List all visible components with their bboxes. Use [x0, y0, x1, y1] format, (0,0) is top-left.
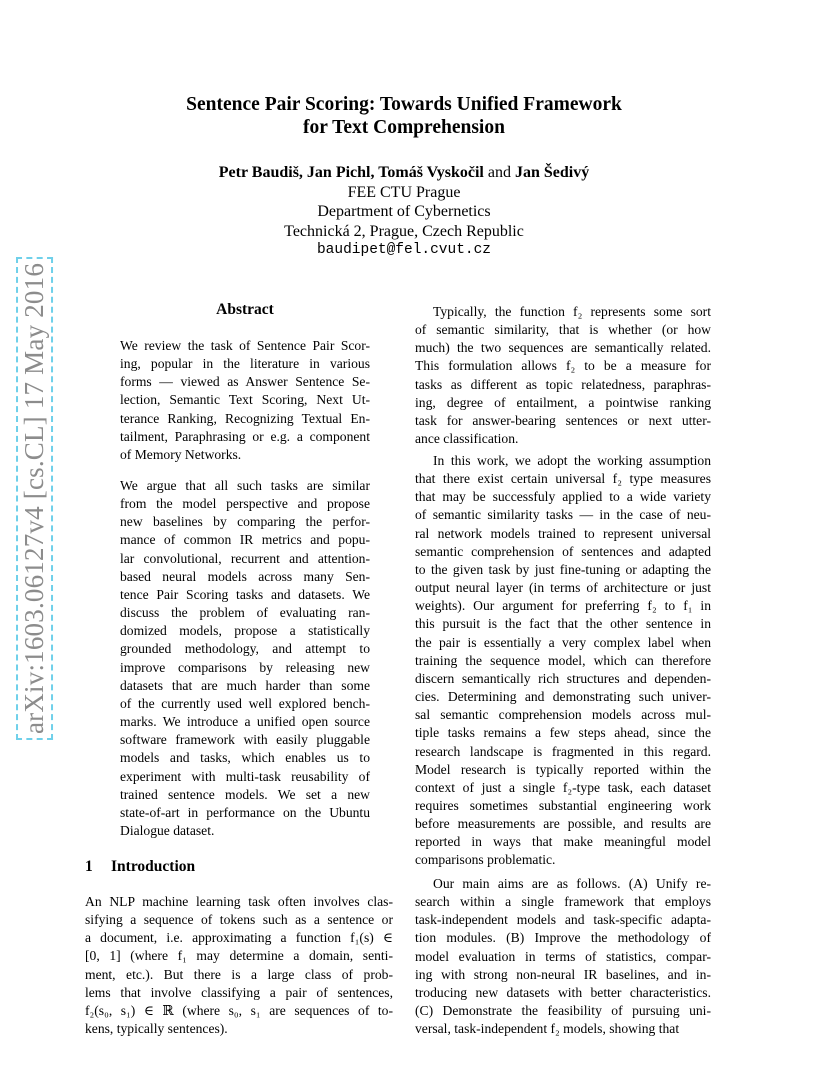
text-line: task for answer-bearing sentences or next utter-	[415, 412, 711, 428]
text-line: ing, degree of entailment, a pointwise ranking	[415, 394, 711, 410]
author-names	[100, 163, 708, 183]
text-line: ral network models trained to represent universal	[415, 525, 711, 541]
title-line: for Text Comprehension	[303, 117, 505, 138]
arxiv-identifier-stamp	[18, 248, 52, 748]
text-line: Dialogue dataset.	[120, 822, 215, 838]
text-line: reported in ways that make meaningful model	[415, 834, 711, 850]
section-number: 1	[85, 858, 93, 875]
text-line: Typically, the function f₂ represents some sort	[433, 304, 711, 319]
text-line: grounded methodology, and attempt to	[120, 641, 370, 657]
text-line: This formulation allows f₂ to be a measure for	[415, 358, 711, 374]
text-line: discern semantically rich structures and dependen-	[415, 670, 711, 686]
author-block	[100, 163, 708, 261]
text-line: lems that involve classifying a pair of sentences,	[85, 984, 393, 1000]
text-line: ing, popular in the literature in various	[120, 356, 370, 372]
text-line: this pursuit is the fact that the other sentence in	[415, 616, 711, 632]
text-line: discuss the problem of evaluating ran-	[120, 605, 370, 621]
text-line: marks. We introduce a unified open source	[120, 714, 370, 730]
text-line: ance classification.	[415, 431, 519, 447]
text-line: (C) Demonstrate the feasibility of pursuing uni-	[415, 1003, 711, 1019]
text-line: Model research is typically reported within the	[415, 761, 711, 777]
text-line: tence Pair Scoring tasks and datasets. We	[120, 586, 370, 602]
abstract-heading: Abstract	[216, 301, 274, 318]
text-line: based neural models across many Sen-	[120, 568, 370, 584]
text-line: improve comparisons by releasing new	[120, 659, 370, 675]
text-line: datasets that are much harder than some	[120, 677, 370, 693]
text-line: trained sentence models. We set a new	[120, 786, 370, 802]
text-line: comparisons problematic.	[415, 852, 556, 868]
text-line: the pair is essentially a very complex label when	[415, 634, 711, 650]
abstract-paragraph-1	[120, 337, 370, 464]
text-line: forms — viewed as Answer Sentence Se-	[120, 374, 370, 390]
text-line: cies. Determining and demonstrating such univer-	[415, 689, 711, 705]
text-line: tasks as different as topic relatedness, paraphras-	[415, 376, 711, 392]
text-line: lection, Semantic Text Scoring, Next Ut-	[120, 392, 370, 408]
text-line: versal, task-independent f₂ models, showing that	[415, 1021, 680, 1037]
right-column-paragraph-3	[415, 875, 711, 1038]
text-line: that may be successfuly applied to a wide variety	[415, 489, 711, 505]
text-line: We argue that all such tasks are similar	[120, 478, 370, 493]
affiliation-line: Department of Cybernetics	[317, 203, 491, 220]
introduction-paragraph-1	[85, 893, 393, 1038]
text-line: model evaluation in terms of statistics, compar-	[415, 948, 711, 964]
text-line: task-independent models and task-specific adapta-	[415, 912, 711, 928]
text-line: In this work, we adopt the working assumption	[433, 453, 711, 468]
section-heading-introduction	[85, 858, 195, 876]
text-line: a document, i.e. approximating a function f₁(s) ∈	[85, 930, 393, 946]
text-line: weights). Our argument for preferring f₂ to f₁ in	[415, 598, 711, 614]
right-column-paragraph-2	[415, 452, 711, 870]
text-line: ing with strong non-neural IR baselines, and in-	[415, 966, 711, 982]
text-line: lar convolutional, recurrent and attention-	[120, 550, 370, 566]
text-line: of semantic similarity tasks — in the case of neu-	[415, 507, 711, 523]
text-line: f₂(s₀, s₁) ∈ ℝ (where s₀, s₁ are sequences of to-	[85, 1002, 393, 1018]
text-line: An NLP machine learning task often involves clas-	[85, 894, 393, 909]
section-title: Introduction	[111, 858, 196, 875]
text-line: terance Ranking, Recognizing Textual En-	[120, 410, 370, 426]
text-line: sifying a sequence of tokens such as a sentence or	[85, 912, 393, 928]
text-line: before measurements are possible, and results are	[415, 816, 711, 832]
text-line: of semantic similarity, that is whether (or how	[415, 322, 711, 338]
text-line: Our main aims are as follows. (A) Unify re-	[433, 876, 711, 891]
text-line: of Memory Networks.	[120, 446, 242, 462]
text-line: output neural layer (in terms of architecture or just	[415, 580, 711, 596]
arxiv-identifier-text: arXiv:1603.06127v4 [cs.CL] 17 May 2016	[17, 256, 54, 739]
author-names-last: Jan Šedivý	[514, 164, 590, 181]
affiliation-line: FEE CTU Prague	[347, 183, 461, 201]
text-line: requires sometimes substantial engineering work	[415, 797, 711, 813]
author-names-first: Petr Baudiš, Jan Pichl, Tomáš Vyskočil	[218, 164, 484, 181]
text-line: semantic comprehension of sentences and adapted	[415, 543, 711, 559]
text-line: We review the task of Sentence Pair Scor-	[120, 338, 370, 353]
text-line: search within a single framework that employs	[415, 894, 711, 910]
right-column-paragraph-1	[415, 303, 711, 448]
text-line: that there exist certain universal f₂ type measures	[415, 471, 711, 487]
text-line: tailment, Paraphrasing or e.g. a component	[120, 428, 370, 444]
text-line: from the model perspective and propose	[120, 496, 370, 512]
text-line: tiple tasks remains a few steps ahead, since the	[415, 725, 711, 741]
text-line: models and tasks, which enables us to	[120, 750, 370, 766]
text-line: ment, etc.). But there is a large class of prob-	[85, 966, 393, 982]
author-email: baudipet@fel.cvut.cz	[316, 242, 492, 258]
text-line: software framework with easily pluggable	[120, 732, 370, 748]
text-line: much) the two sequences are semantically related.	[415, 340, 711, 356]
text-line: training the sequence model, which can therefore	[415, 652, 711, 668]
text-line: domized models, propose a statistically	[120, 623, 370, 639]
author-names-and: and	[487, 164, 511, 181]
text-line: troducing new datasets with better characteristics.	[415, 984, 711, 1000]
text-line: to the given task by just fine-tuning or adapting the	[415, 561, 711, 577]
affiliation-line: Technická 2, Prague, Czech Republic	[284, 222, 524, 240]
text-line: mance of common IR metrics and popu-	[120, 532, 370, 548]
text-line: experiment with multi-task reusability of	[120, 768, 370, 784]
text-line: sal semantic comprehension models across mul-	[415, 707, 711, 723]
paper-title	[100, 93, 708, 139]
text-line: [0, 1] (where f₁ may determine a domain, senti-	[85, 948, 393, 964]
text-line: kens, typically sentences).	[85, 1021, 228, 1037]
text-line: tion modules. (B) Improve the methodology of	[415, 930, 711, 946]
title-line: Sentence Pair Scoring: Towards Unified Framework	[186, 94, 622, 115]
text-line: state-of-art in performance on the Ubuntu	[120, 804, 370, 820]
abstract-paragraph-2	[120, 477, 370, 840]
text-line: new baselines by comparing the perfor-	[120, 514, 370, 530]
text-line: context of just a single f₂-type task, each dataset	[415, 779, 711, 795]
text-line: research landscape is fragmented in this regard.	[415, 743, 711, 759]
text-line: of the currently used well explored bench-	[120, 695, 370, 711]
